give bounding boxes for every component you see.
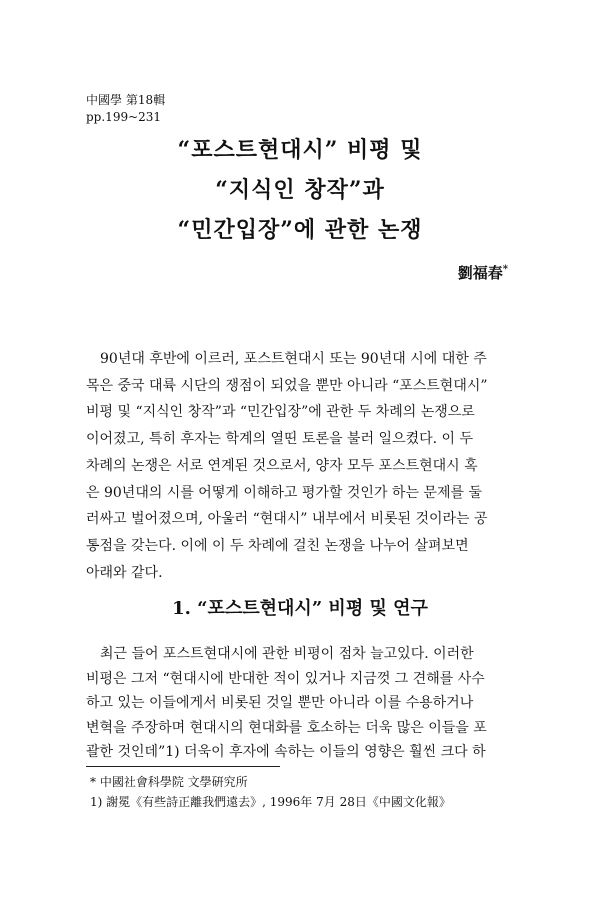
section-line: 비평은 그저 “현대시에 반대한 적이 있거나 지금껏 그 견해를 사수: [86, 670, 485, 687]
section-line: 변혁을 주장하며 현대시의 현대화를 호소하는 더욱 많은 이들을 포: [86, 719, 487, 736]
footnote-divider: [86, 766, 280, 767]
title-line-1: “포스트현대시” 비평 및: [177, 137, 423, 163]
intro-line: 90년대 후반에 이르러, 포스트현대시 또는 90년대 시에 대한 주: [100, 351, 487, 367]
intro-line: 이어졌고, 특히 후자는 학계의 열띤 토론을 불러 일으켰다. 이 두: [86, 431, 474, 448]
title-line-3: “민간입장”에 관한 논쟁: [177, 217, 423, 243]
author-footnote-mark: *: [502, 264, 508, 275]
section-paragraph: [86, 642, 516, 765]
intro-line: 은 90년대의 시를 어떻게 이해하고 평가할 것인가 하는 문제를 둘: [86, 484, 482, 501]
section-heading: 1. “포스트현대시” 비평 및 연구: [172, 598, 428, 619]
journal-name: 中國學 第18輯: [86, 93, 166, 107]
journal-header: [86, 92, 165, 126]
intro-line: 목은 중국 대륙 시단의 쟁점이 되었을 뿐만 아니라 “포스트현대시”: [86, 377, 488, 394]
section-line: 최근 들어 포스트현대시에 관한 비평이 점차 늘고있다. 이러한: [100, 646, 474, 662]
footnote-affiliation: * 中國社會科學院 文學硏究所: [90, 775, 248, 789]
intro-line: 통점을 갖는다. 이에 이 두 차례에 걸친 논쟁을 나누어 살펴보면: [86, 537, 469, 554]
intro-line: 비평 및 “지식인 창작”과 “민간입장”에 관한 두 차례의 논쟁으로: [86, 404, 475, 421]
intro-line: 차례의 논쟁은 서로 연계된 것으로서, 양자 모두 포스트현대시 혹: [86, 457, 478, 474]
section-line: 하고 있는 이들에게서 비롯된 것일 뿐만 아니라 이를 수용하거나: [86, 695, 474, 711]
intro-paragraph: [86, 346, 516, 586]
title-line-2: “지식인 창작”과: [215, 177, 385, 203]
paper-title: [90, 130, 510, 250]
footnote-citation: 1) 謝冕《有些詩正離我們遠去》, 1996年 7月 28日《中國文化報》: [90, 795, 451, 809]
section-line: 괄한 것인데”1) 더욱이 후자에 속하는 이들의 영향은 훨씬 크다 하: [86, 744, 486, 760]
author: [400, 262, 508, 283]
intro-line: 러싸고 벌어졌으며, 아울러 “현대시” 내부에서 비롯된 것이라는 공: [86, 511, 488, 528]
journal-pages: pp.199~231: [86, 110, 162, 124]
intro-line: 아래와 같다.: [86, 564, 163, 581]
author-name: 劉福春: [457, 264, 503, 282]
